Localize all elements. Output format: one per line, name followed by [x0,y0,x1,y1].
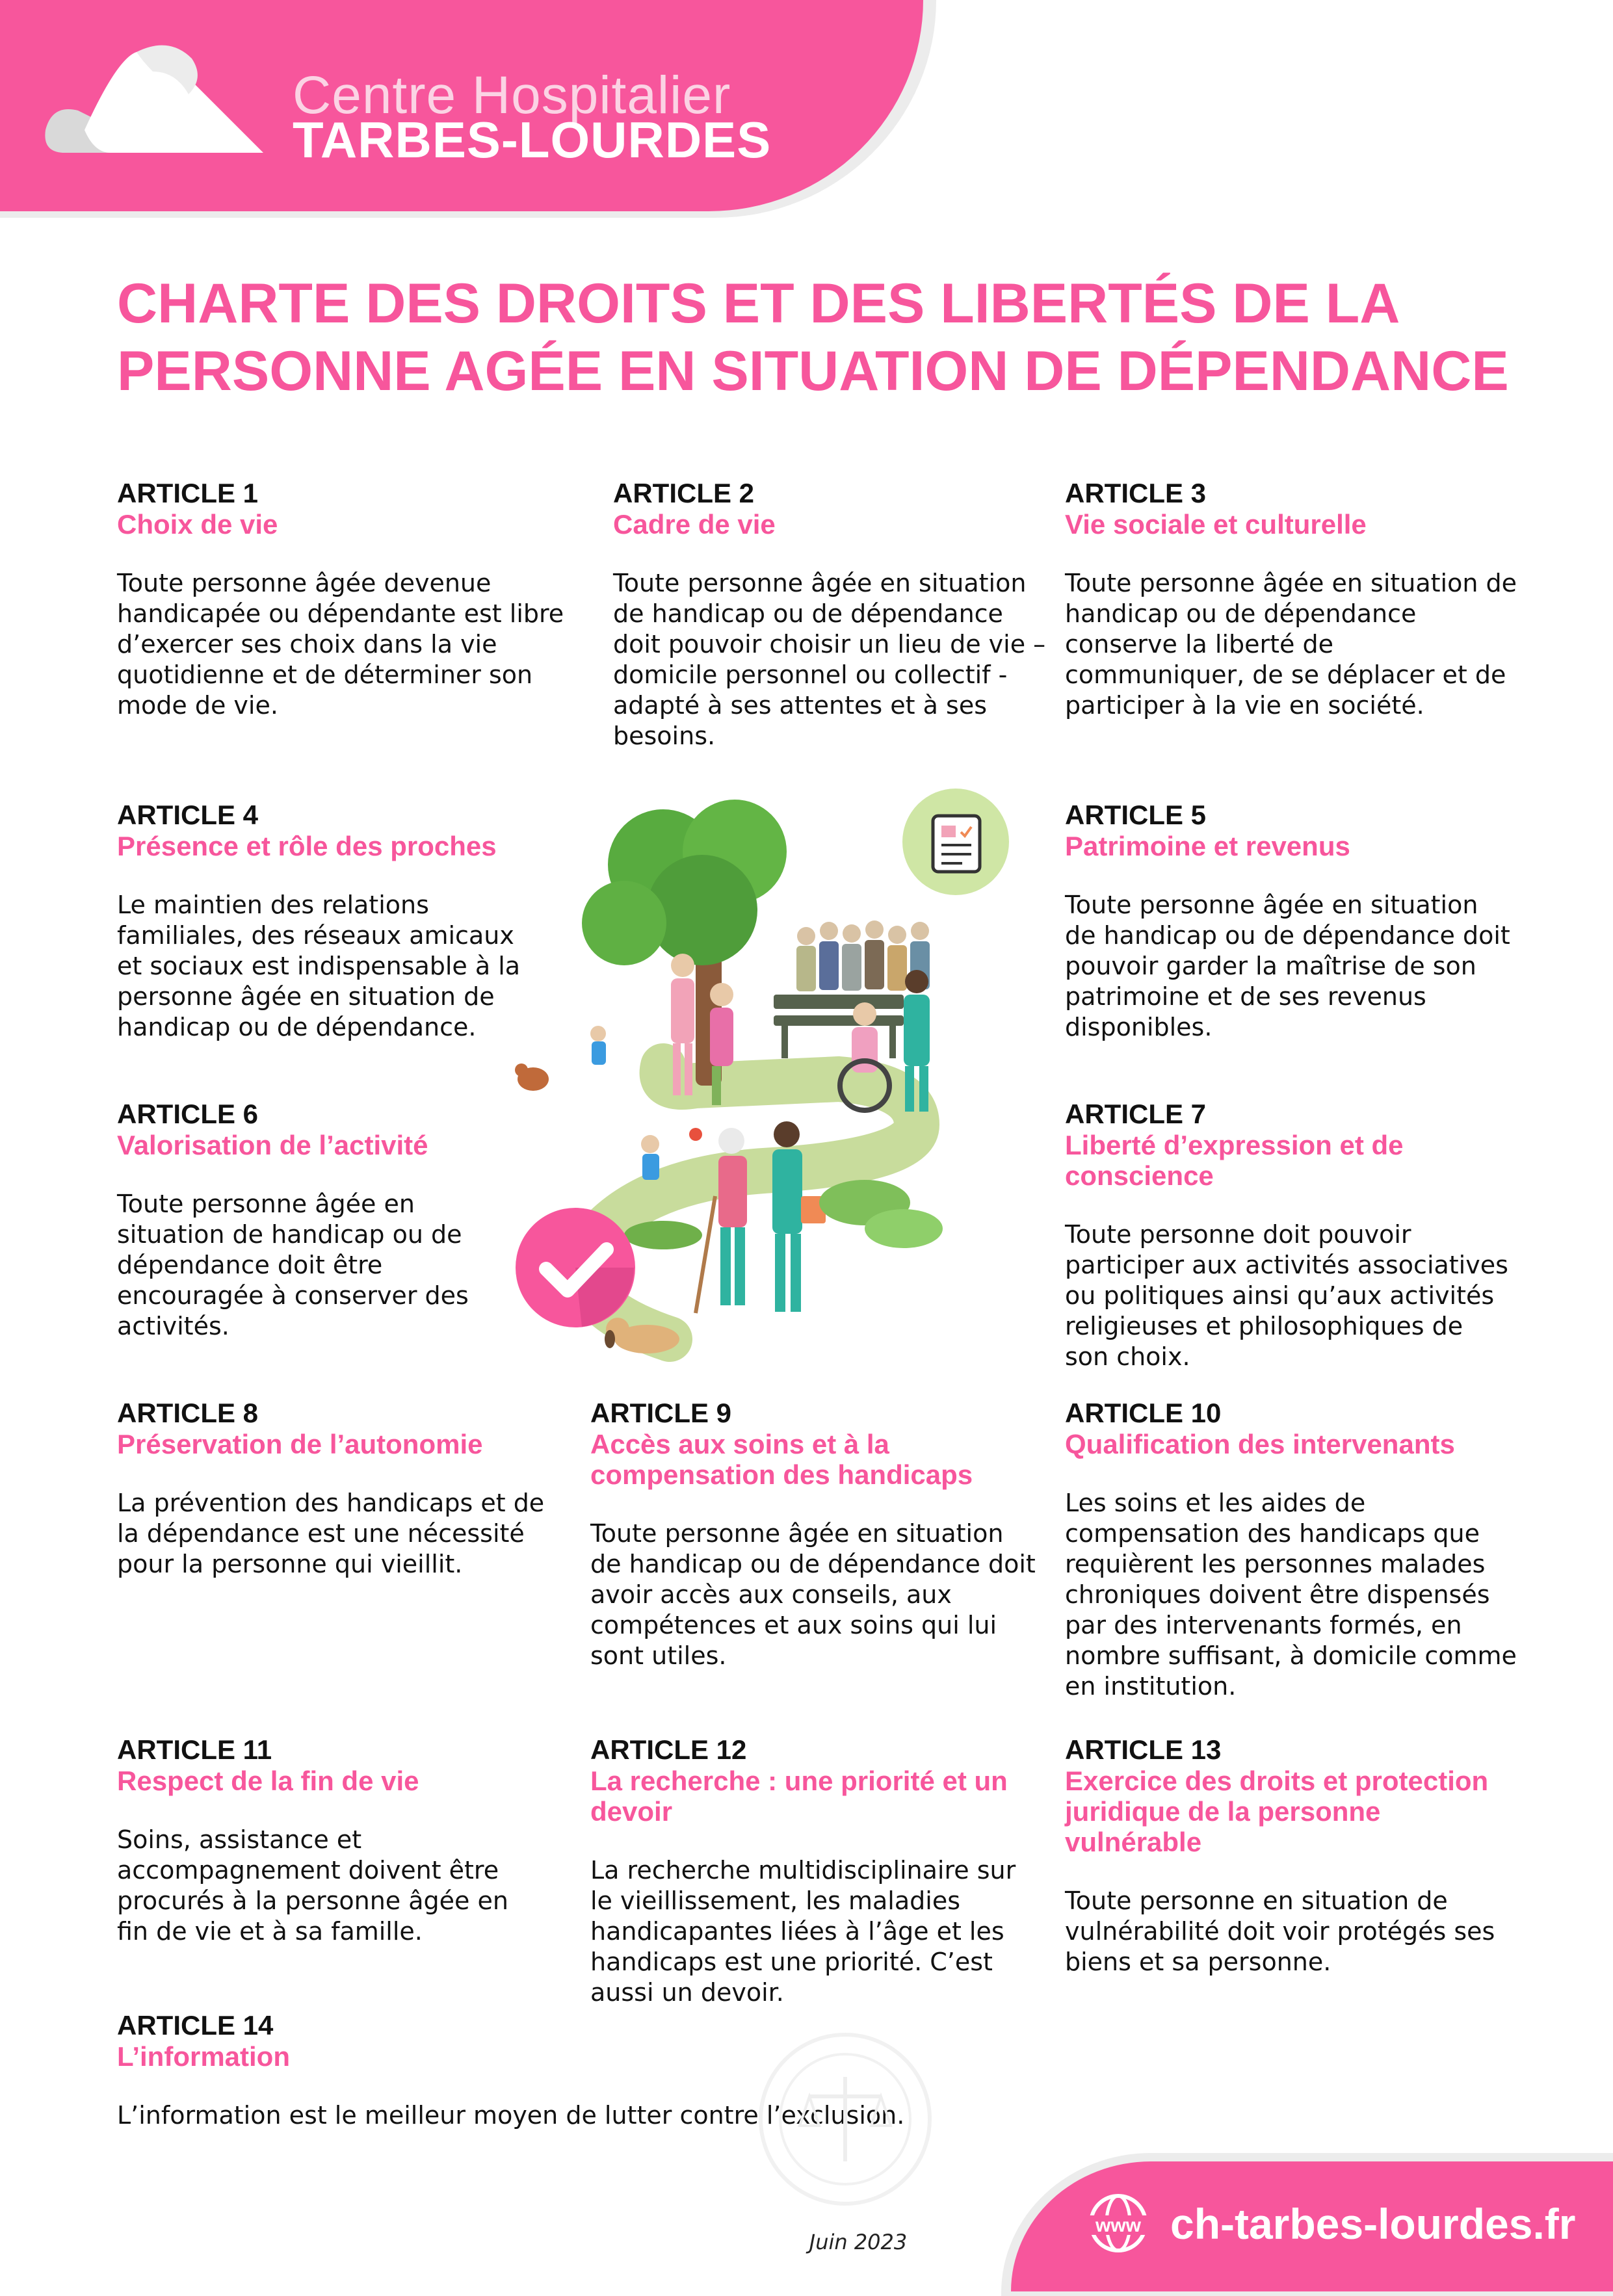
article-text: Toute personne âgée en situation de handicap ou de dépendance doit être encouragée à conserver des activités. [117,1190,469,1340]
article-title: Liberté d’expression et de conscience [1065,1130,1404,1191]
article-number: ARTICLE 8 [117,1398,259,1428]
article-text: Toute personne doit pouvoir participer aux activités associatives ou politiques ainsi qu’aux activités religieuses et philosophiques de son choix. [1065,1220,1508,1371]
article-number: ARTICLE 14 [117,2010,274,2041]
article-7 [1065,1099,1514,1372]
www-label: www [1095,2215,1142,2236]
page-title [117,270,1515,405]
article-title: Exercice des droits et protection juridique de la personne vulnérable [1065,1766,1489,1857]
article-text: La prévention des handicaps et de la dépendance est une nécessité pour la personne qui vieillit. [117,1489,545,1578]
article-text: L’information est le meilleur moyen de lutter contre l’exclusion. [117,2101,905,2130]
article-text: Toute personne âgée en situation de handicap ou de dépendance doit pouvoir garder la maîtrise de son patrimoine et de ses revenus disponibles. [1065,891,1510,1041]
article-title: Qualification des intervenants [1065,1429,1455,1459]
page-title-line1: CHARTE DES DROITS ET DES LIBERTÉS DE LA [117,272,1400,335]
scales-of-justice-icon [748,2022,943,2217]
article-number: ARTICLE 2 [613,478,755,508]
publication-date: Juin 2023 [809,2230,908,2254]
article-text: La recherche multidisciplinaire sur le vieillissement, les maladies handicapantes liées à l’âge et les handicaps est une priorité. C’est aussi un devoir. [590,1856,1016,2007]
org-name-line1: Centre Hospitalier [293,66,731,125]
article-4 [117,800,546,1043]
article-number: ARTICLE 13 [1065,1734,1222,1765]
article-number: ARTICLE 10 [1065,1398,1222,1428]
article-text: Les soins et les aides de compensation des handicaps que requièrent les personnes malades chroniques doivent être dispensés par des intervenants formés, en nombre suffisant, à domicile comme en institution. [1065,1489,1517,1701]
article-text: Toute personne âgée en situation de handicap ou de dépendance doit pouvoir choisir un lieu de vie – domicile personnel ou collectif - adapté à ses attentes et à ses besoins. [613,569,1046,750]
article-title: Valorisation de l’activité [117,1130,428,1160]
logo-mark-icon [39,33,286,163]
org-name-line2: TARBES-LOURDES [293,111,772,168]
page-title-line2: PERSONNE AGÉE EN SITUATION DE DÉPENDANCE [117,340,1509,402]
website-link[interactable]: ch-tarbes-lourdes.fr [1170,2200,1576,2248]
article-number: ARTICLE 5 [1065,800,1207,830]
article-text: Toute personne âgée en situation de handicap ou de dépendance conserve la liberté de communiquer, de se déplacer et de participer à la vie en société. [1065,569,1517,720]
article-5 [1065,800,1514,1043]
article-title: Respect de la fin de vie [117,1766,419,1796]
article-number: ARTICLE 7 [1065,1099,1207,1129]
article-3 [1065,478,1520,721]
article-title: Présence et rôle des proches [117,831,497,861]
article-number: ARTICLE 6 [117,1099,259,1129]
article-12 [590,1734,1039,2008]
article-text: Toute personne âgée devenue handicapée ou dépendante est libre d’exercer ses choix dans la vie quotidienne et de déterminer son mode de vie. [117,569,564,720]
checkmark-icon [510,1203,640,1333]
article-11 [117,1734,546,1947]
article-title: Cadre de vie [613,509,776,540]
article-title: Patrimoine et revenus [1065,831,1350,861]
article-8 [117,1398,546,1580]
article-title: La recherche : une priorité et un devoir [590,1766,1008,1827]
article-number: ARTICLE 1 [117,478,259,508]
article-title: Accès aux soins et à la compensation des handicaps [590,1429,973,1490]
article-number: ARTICLE 9 [590,1398,732,1428]
article-6 [117,1099,520,1342]
globe-icon [1076,2191,1161,2262]
article-title: L’information [117,2041,290,2072]
article-text: Soins, assistance et accompagnement doivent être procurés à la personne âgée en fin de vie et à sa famille. [117,1825,508,1946]
article-title: Choix de vie [117,509,278,540]
article-number: ARTICLE 4 [117,800,259,830]
article-number: ARTICLE 11 [117,1734,272,1765]
article-9 [590,1398,1039,1671]
article-text: Le maintien des relations familiales, des réseaux amicaux et sociaux est indispensable à la personne âgée en situation de handicap ou de dépendance. [117,891,521,1041]
article-title: Préservation de l’autonomie [117,1429,483,1459]
article-10 [1065,1398,1520,1702]
article-1 [117,478,566,721]
article-2 [613,478,1049,751]
article-number: ARTICLE 12 [590,1734,747,1765]
article-text: Toute personne en situation de vulnérabilité doit voir protégés ses biens et sa personne. [1065,1886,1495,1976]
article-number: ARTICLE 3 [1065,478,1207,508]
article-13 [1065,1734,1520,1977]
article-text: Toute personne âgée en situation de handicap ou de dépendance doit avoir accès aux conseils, aux compétences et aux soins qui lui sont utiles. [590,1519,1036,1670]
article-title: Vie sociale et culturelle [1065,509,1367,540]
